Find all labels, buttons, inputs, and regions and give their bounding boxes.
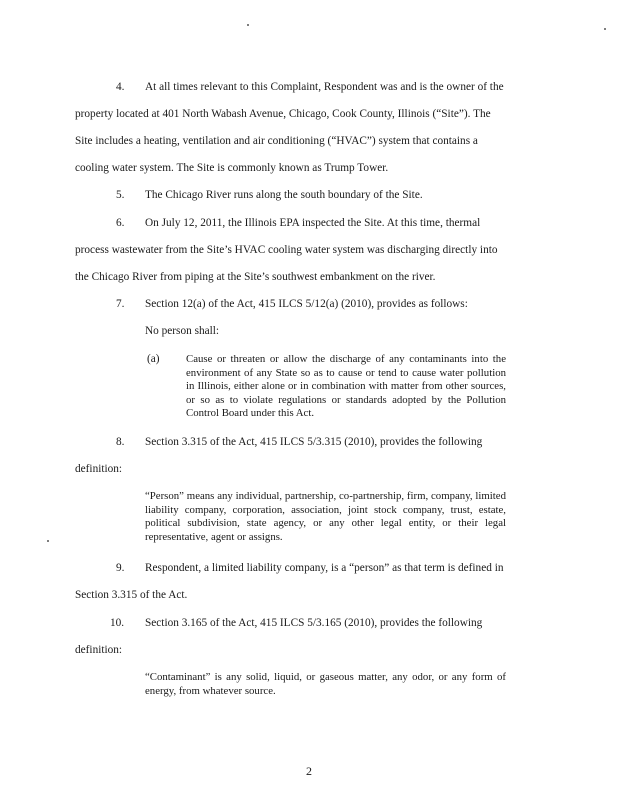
paragraph-number: 8. xyxy=(116,436,125,448)
text-line: On July 12, 2011, the Illinois EPA inspected the Site. At this time, thermal xyxy=(145,217,481,229)
page-number: 2 xyxy=(306,764,312,778)
paragraph-number: 7. xyxy=(116,298,125,310)
text-line: the Chicago River from piping at the Site’s southwest embankment on the river. xyxy=(75,271,436,283)
text-line: The Chicago River runs along the south boundary of the Site. xyxy=(145,189,423,201)
scan-speck xyxy=(47,540,49,542)
text-line: Section 3.315 of the Act. xyxy=(75,589,188,601)
paragraph-number: 6. xyxy=(116,217,125,229)
text-line: Section 12(a) of the Act, 415 ILCS 5/12(a) (2010), provides as follows: xyxy=(145,298,468,310)
text-line: No person shall: xyxy=(145,325,220,337)
scan-speck xyxy=(247,24,249,26)
text-line: definition: xyxy=(75,463,123,475)
text-line: Respondent, a limited liability company, is a “person” as that term is defined in xyxy=(145,562,504,574)
text-line: Section 3.315 of the Act, 415 ILCS 5/3.315 (2010), provides the following xyxy=(145,436,483,448)
subitem-label: (a) xyxy=(147,353,160,365)
scan-speck xyxy=(604,28,606,30)
block-quote: “Contaminant” is any solid, liquid, or gaseous matter, any odor, or any form of energy, from whatever source. xyxy=(145,671,506,697)
text-line: cooling water system. The Site is commonly known as Trump Tower. xyxy=(75,162,389,174)
text-line: Site includes a heating, ventilation and air conditioning (“HVAC”) system that contains a xyxy=(75,135,478,147)
text-line: Section 3.165 of the Act, 415 ILCS 5/3.165 (2010), provides the following xyxy=(145,617,483,629)
paragraph-number: 4. xyxy=(116,81,125,93)
text-line: process wastewater from the Site’s HVAC cooling water system was discharging directly into xyxy=(75,244,498,256)
text-line: definition: xyxy=(75,644,123,656)
paragraph-number: 5. xyxy=(116,189,125,201)
paragraph-number: 9. xyxy=(116,562,125,574)
paragraph-number: 10. xyxy=(110,617,125,629)
block-quote: “Person” means any individual, partnership, co-partnership, firm, company, limited liability company, corporation, association, joint stock company, trust, estate, political subdivision, state agency, or any other legal entity, or their legal representative, agent or assigns. xyxy=(145,490,506,543)
text-line: At all times relevant to this Complaint, Respondent was and is the owner of the xyxy=(145,81,504,93)
subitem-text: Cause or threaten or allow the discharge of any contaminants into the environment of any State so as to cause or tend to cause water pollution in Illinois, either alone or in combination with matter from other sources, or so as to violate regulations or standards adopted by the Pollution Control Board under this Act. xyxy=(186,353,506,420)
text-line: property located at 401 North Wabash Avenue, Chicago, Cook County, Illinois (“Site”). The xyxy=(75,108,491,120)
